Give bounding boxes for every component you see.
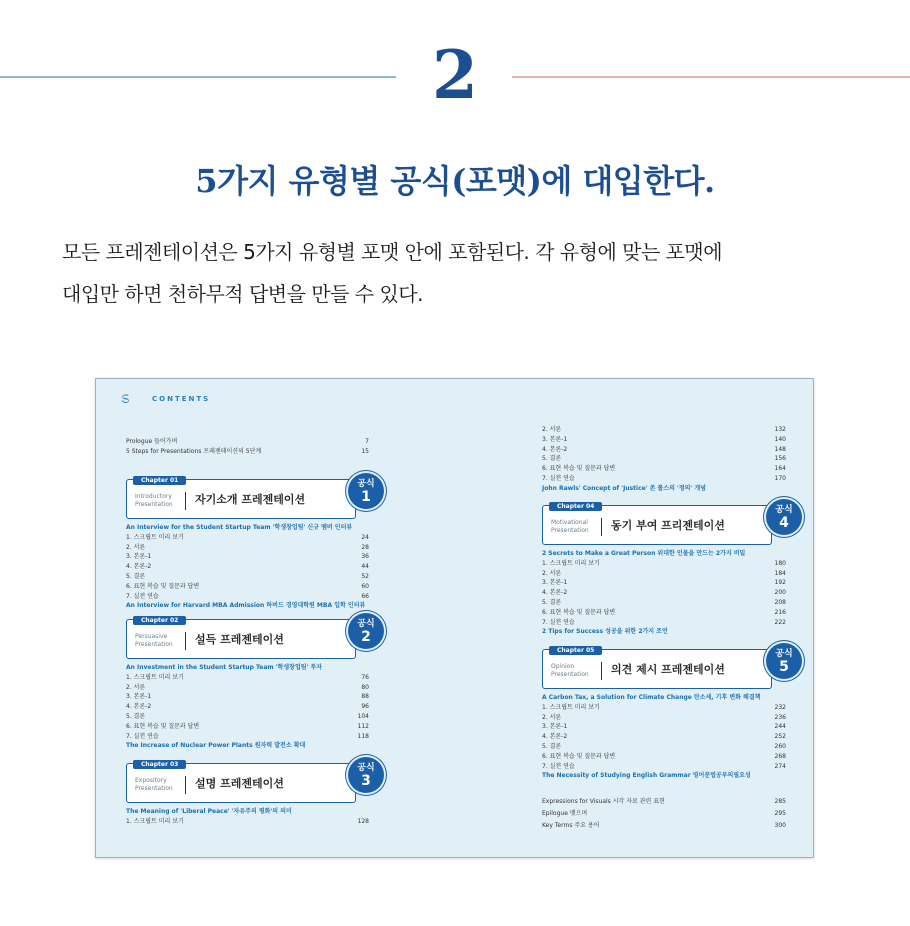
toc-row	[126, 817, 369, 827]
section-headline: 5가지 유형별 공식(포맷)에 대입한다.	[195, 162, 715, 200]
chapter-subtitle: Expository Presentation	[135, 777, 173, 792]
toc-row-title: 3. 본론-1	[542, 723, 568, 731]
toc-row-title: 6. 표현 복습 및 질문과 답변	[126, 722, 200, 730]
toc-row-title: 5. 결론	[126, 713, 146, 720]
chapter-title: 설득 프레젠테이션	[195, 633, 284, 646]
toc-row	[542, 608, 786, 618]
formula-badge	[348, 613, 384, 649]
toc-row-title: Key Terms 주요 용어	[542, 822, 600, 829]
toc-row-page: 236	[774, 713, 786, 721]
formula-label: 공식	[775, 649, 793, 659]
toc-row-page: 66	[361, 592, 369, 600]
toc-row-page: 52	[361, 573, 369, 580]
toc-row-title: 4. 본론-2	[126, 563, 152, 571]
toc-row-title: 4. 본론-2	[542, 589, 568, 597]
toc-row-page: 15	[361, 447, 369, 455]
toc-row-page: 200	[774, 589, 786, 597]
toc-row-title: The Increase of Nuclear Power Plants 원자력 발전소 확대	[126, 742, 306, 750]
toc-row-page: 300	[774, 822, 786, 829]
toc-row-title: 4. 본론-2	[126, 703, 152, 711]
toc-row-title: 7. 실전 연습	[542, 618, 575, 626]
toc-row	[542, 454, 786, 464]
toc-row-title: 2. 서론	[542, 713, 562, 721]
chapter-separator	[601, 518, 602, 536]
toc-row-title: 6. 표현 복습 및 질문과 답변	[542, 752, 616, 760]
toc-row-title: The Necessity of Studying English Grammar 영어문법공부의필요성	[542, 772, 751, 780]
toc-row-page: 118	[357, 732, 369, 740]
toc-row-title: Expressions for Visuals 시각 자료 관련 표현	[542, 798, 665, 805]
chapter-tag: Chapter 03	[133, 760, 186, 769]
toc-row-title: 3. 본론-1	[126, 553, 152, 561]
toc-row-title: 7. 실전 연습	[126, 592, 159, 600]
toc-row	[126, 807, 369, 817]
toc-row	[542, 722, 786, 732]
section-number: 2	[432, 36, 478, 114]
toc-row-page: 274	[774, 762, 786, 770]
toc-row	[126, 447, 369, 457]
toc-row-title: A Carbon Tax, a Solution for Climate Change 탄소세, 기후 변화 해결책	[542, 694, 761, 701]
toc-row-title: 4. 본론-2	[542, 445, 568, 453]
formula-badge	[348, 757, 384, 793]
toc-row	[542, 627, 786, 637]
toc-row	[126, 692, 369, 702]
toc-row	[542, 762, 786, 772]
toc-row-page: 192	[774, 579, 786, 587]
toc-row-title: 5. 결론	[126, 573, 146, 580]
toc-row	[542, 618, 786, 628]
formula-number: 1	[361, 489, 371, 505]
formula-label: 공식	[357, 763, 375, 773]
toc-row	[542, 464, 786, 474]
toc-row-page: 285	[774, 798, 786, 805]
chapter-subtitle: Motivational Presentation	[551, 519, 589, 534]
chapter-tag: Chapter 02	[133, 616, 186, 625]
toc-row	[126, 702, 369, 712]
toc-row	[126, 732, 369, 742]
chapter-separator	[601, 662, 602, 680]
toc-row-title: John Rawls' Concept of 'Justice' 존 롤스의 '정의' 개념	[542, 484, 706, 492]
chapter-box	[126, 619, 356, 659]
chapter-subtitle: Opinion Presentation	[551, 663, 589, 678]
toc-row	[542, 732, 786, 742]
formula-number: 4	[779, 515, 789, 531]
toc-row	[126, 562, 369, 572]
toc-row-title: 3. 본론-1	[542, 579, 568, 587]
chapter-separator	[185, 632, 186, 650]
toc-row-page: 128	[357, 817, 369, 825]
toc-row	[542, 484, 786, 494]
formula-badge	[766, 643, 802, 679]
toc-row-page: 268	[774, 752, 786, 760]
toc-row-page: 156	[774, 455, 786, 463]
toc-row-title: 4. 본론-2	[542, 733, 568, 741]
toc-row-page: 222	[774, 618, 786, 626]
chapter-title: 자기소개 프레젠테이션	[195, 493, 306, 506]
chapter-title: 설명 프레젠테이션	[195, 777, 284, 790]
toc-row-page: 60	[361, 582, 369, 590]
toc-row	[126, 582, 369, 592]
toc-row-page: 208	[774, 599, 786, 606]
toc-row-title: 6. 표현 복습 및 질문과 답변	[542, 608, 616, 616]
toc-row-page: 96	[361, 703, 369, 711]
toc-row-title: 2 Secrets to Make a Great Person 위대한 인물을 만드는 2가지 비밀	[542, 550, 746, 557]
toc-row-page: 88	[361, 693, 369, 701]
toc-row	[542, 559, 786, 569]
formula-number: 5	[779, 659, 789, 675]
formula-number: 3	[361, 773, 371, 789]
toc-row-title: An Interview for Harvard MBA Admission 하버드 경영대학원 MBA 입학 인터뷰	[126, 602, 366, 610]
toc-row-title: 5. 결론	[542, 599, 562, 606]
toc-row-page: 184	[774, 569, 786, 577]
chapter-title: 의견 제시 프레젠테이션	[611, 663, 725, 676]
toc-row	[542, 474, 786, 484]
toc-row-title: 3. 본론-1	[126, 693, 152, 701]
toc-row-title: 2 Tips for Success 성공을 위한 2가지 조언	[542, 628, 668, 636]
chapter-box	[126, 763, 356, 803]
toc-row	[542, 425, 786, 435]
toc-row-title: 1. 스크립트 미리 보기	[542, 703, 600, 711]
toc-row	[542, 821, 786, 831]
toc-row	[542, 752, 786, 762]
toc-row-page: 104	[357, 713, 369, 720]
toc-row	[126, 533, 369, 543]
toc-row	[542, 703, 786, 713]
toc-row	[126, 741, 369, 751]
toc-row	[542, 569, 786, 579]
intro-line-2: 대입만 하면 천하무적 답변을 만들 수 있다.	[62, 282, 423, 306]
toc-row	[542, 713, 786, 723]
toc-row-page: 80	[361, 683, 369, 691]
toc-row	[542, 578, 786, 588]
toc-row-title: 1. 스크립트 미리 보기	[126, 533, 184, 541]
toc-row-title: 2. 서론	[126, 683, 146, 691]
toc-row	[126, 722, 369, 732]
toc-row	[126, 552, 369, 562]
chapter-box	[542, 505, 772, 545]
toc-row-page: 216	[774, 608, 786, 616]
toc-row	[126, 543, 369, 553]
chapter-title: 동기 부여 프리젠테이션	[611, 519, 725, 532]
toc-row	[542, 693, 786, 703]
intro-text	[62, 231, 862, 315]
toc-row	[126, 572, 369, 582]
toc-row-title: 2. 서론	[542, 426, 562, 433]
toc-row-title: An Investment in the Student Startup Team '학생창업팀' 투자	[126, 664, 323, 671]
toc-row	[542, 588, 786, 598]
toc-row-title: 2. 서론	[542, 569, 562, 577]
toc-row-page: 295	[774, 810, 786, 817]
toc-row-page: 148	[774, 445, 786, 453]
toc-row-page: 24	[361, 533, 369, 541]
formula-badge	[348, 473, 384, 509]
toc-row	[542, 598, 786, 608]
toc-row-page: 164	[774, 465, 786, 473]
toc-row-page: 7	[365, 438, 369, 445]
toc-row-title: 1. 스크립트 미리 보기	[542, 559, 600, 567]
intro-line-1: 모든 프레젠테이션은 5가지 유형별 포맷 안에 포함된다. 각 유형에 맞는 포맷에	[62, 240, 723, 264]
toc-row-title: Epilogue 맺으며	[542, 810, 588, 817]
chapter-box	[126, 479, 356, 519]
toc-row-page: 36	[361, 553, 369, 561]
toc-row-page: 140	[774, 435, 786, 443]
toc-row	[542, 445, 786, 455]
toc-row-title: 5. 결론	[542, 743, 562, 750]
toc-row-title: The Meaning of 'Liberal Peace' '자유주의 평화'의 의미	[126, 808, 292, 815]
toc-row-page: 28	[361, 543, 369, 551]
formula-label: 공식	[357, 619, 375, 629]
chapter-subtitle: Persuasive Presentation	[135, 633, 173, 648]
toc-row	[126, 437, 369, 447]
toc-row	[542, 809, 786, 819]
toc-row	[126, 683, 369, 693]
toc-row-title: 7. 실전 연습	[542, 475, 575, 482]
toc-row-title: An Interview for the Student Startup Team '학생창업팀' 신규 멤버 인터뷰	[126, 524, 353, 531]
toc-row	[126, 663, 369, 673]
chapter-subtitle: Introductory Presentation	[135, 493, 173, 508]
toc-row-page: 232	[774, 703, 786, 711]
contents-page-image	[95, 378, 814, 858]
formula-number: 2	[361, 629, 371, 645]
toc-row	[126, 592, 369, 602]
toc-row	[126, 712, 369, 722]
toc-row-title: 5. 결론	[542, 455, 562, 463]
toc-row	[126, 523, 369, 533]
chapter-box	[542, 649, 772, 689]
toc-row-page: 170	[774, 475, 786, 482]
toc-row-title: 6. 표현 복습 및 질문과 답변	[542, 465, 616, 473]
toc-row	[542, 771, 786, 781]
toc-row	[542, 435, 786, 445]
chapter-separator	[185, 492, 186, 510]
formula-label: 공식	[357, 479, 375, 489]
swirl-logo-icon: ಽ	[121, 388, 130, 407]
toc-row	[542, 797, 786, 807]
toc-row-title: 1. 스크립트 미리 보기	[126, 817, 184, 825]
toc-row-page: 76	[361, 673, 369, 681]
chapter-separator	[185, 776, 186, 794]
contents-title: CONTENTS	[152, 395, 211, 403]
toc-row-page: 244	[774, 723, 786, 731]
toc-row-title: 1. 스크립트 미리 보기	[126, 673, 184, 681]
toc-row-title: 7. 실전 연습	[542, 762, 575, 770]
toc-row-page: 44	[361, 563, 369, 571]
toc-row-title: 2. 서론	[126, 543, 146, 551]
toc-row-page: 132	[774, 426, 786, 433]
formula-label: 공식	[775, 505, 793, 515]
formula-badge	[766, 499, 802, 535]
toc-row	[126, 673, 369, 683]
toc-row-page: 180	[774, 559, 786, 567]
toc-row	[126, 601, 369, 611]
toc-row-page: 252	[774, 733, 786, 741]
chapter-tag: Chapter 04	[549, 502, 602, 511]
toc-row-title: 5 Steps for Presentations 프레젠테이션의 5단계	[126, 447, 262, 455]
toc-row-title: 3. 본론-1	[542, 435, 568, 443]
toc-row-title: 6. 표현 복습 및 질문과 답변	[126, 582, 200, 590]
toc-row	[542, 742, 786, 752]
chapter-tag: Chapter 01	[133, 476, 186, 485]
toc-row-page: 112	[357, 722, 369, 730]
toc-row-page: 260	[774, 743, 786, 750]
toc-row-title: Prologue 들어가며	[126, 438, 178, 445]
toc-row	[542, 549, 786, 559]
toc-row-title: 7. 실전 연습	[126, 732, 159, 740]
chapter-tag: Chapter 05	[549, 646, 602, 655]
